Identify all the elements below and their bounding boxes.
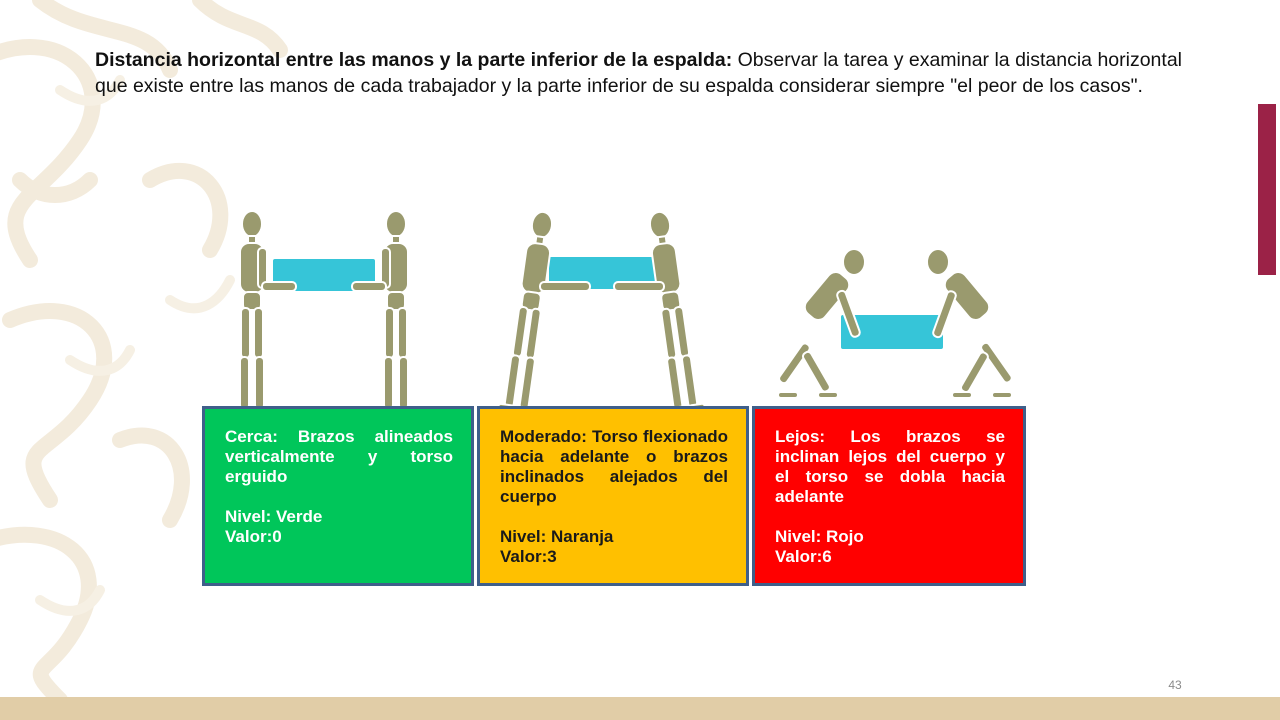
accent-bar [1258,104,1276,275]
panel-moderate-value: Valor:3 [500,547,557,566]
panel-close-description: Cerca: Brazos alineados verticalmente y torso erguido [225,427,453,486]
heading-text: Observar la tarea y examinar la distancia horizontal que existe entre las manos de cada trabajador y la parte inferior de su espalda considerar siempre "el peor de los casos". [95,49,1182,97]
panel-far-level: Nivel: Rojo [775,527,864,546]
panel-moderate-level: Nivel: Naranja [500,527,614,546]
panel-moderate-description: Moderado: Torso flexionado hacia adelante o brazos inclinados alejados del cuerpo [500,427,728,506]
scene-moderate [498,209,705,410]
heading-bold: Distancia horizontal entre las manos y la parte inferior de la espalda: [95,49,733,71]
heading [95,47,1185,99]
panel-close-value: Valor:0 [225,527,282,546]
panel-far [752,406,1026,586]
scene-far [778,249,1014,398]
scene-close [234,211,415,410]
panel-far-value: Valor:6 [775,547,832,566]
panel-close-level: Nivel: Verde [225,507,323,526]
footer-band [0,697,1280,720]
panel-moderate [477,406,749,586]
workers-illustration [200,200,1040,410]
panel-far-description: Lejos: Los brazos se inclinan lejos del cuerpo y el torso se dobla hacia adelante [775,427,1005,506]
panel-close [202,406,474,586]
page-number: 43 [1168,678,1182,692]
